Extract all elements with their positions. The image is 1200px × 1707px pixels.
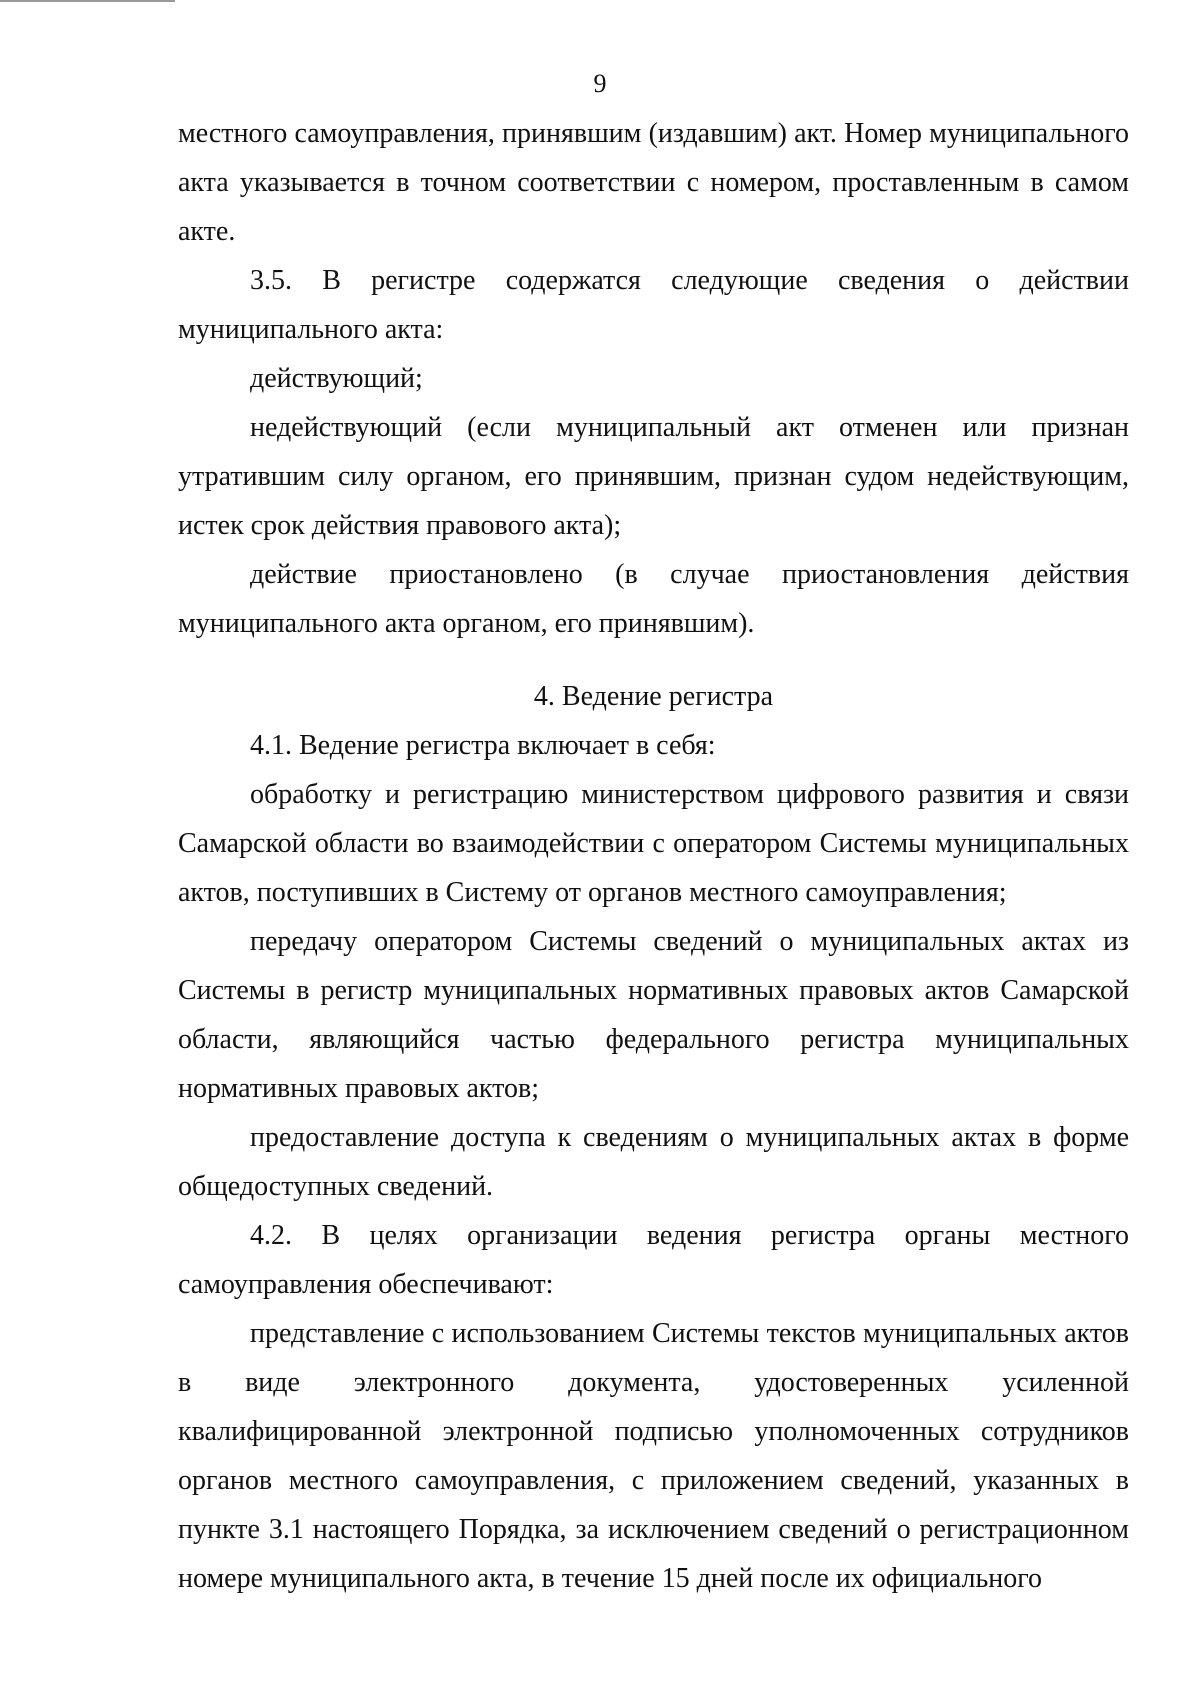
paragraph-status-suspended: действие приостановлено (в случае приостановления действия муниципального акта органом, его принявшим). — [178, 559, 1129, 639]
paragraph-4-2: 4.2. В целях организации ведения регистра органы местного самоуправления обеспечивают: — [178, 1220, 1129, 1300]
paragraph-status-active: действующий; — [250, 363, 423, 394]
scan-edge-mark — [0, 0, 175, 2]
document-body — [178, 109, 1129, 1603]
page-number: 9 — [593, 69, 607, 98]
paragraph-4-1: 4.1. Ведение регистра включает в себя: — [250, 730, 716, 761]
paragraph-3-5: 3.5. В регистре содержатся следующие сведения о действии муниципального акта: — [178, 265, 1129, 345]
paragraph-status-inactive: недействующий (если муниципальный акт отменен или признан утратившим силу органом, его принявшим, признан судом недействующим, истек срок действия правового акта); — [178, 412, 1129, 541]
paragraph-continuation: местного самоуправления, принявшим (издавшим) акт. Номер муниципального акта указывается в точном соответствии с номером, проставленным в самом акте. — [178, 118, 1129, 247]
paragraph-submission: представление с использованием Системы текстов муниципальных актов в виде электронного документа, удостоверенных усиленной квалифицированной электронной подписью уполномоченных сотрудников органов местного самоуправления, с приложением сведений, указанных в пункте 3.1 настоящего Порядка, за исключением сведений о регистрационном номере муниципального акта, в течение 15 дней после их официального — [178, 1318, 1129, 1594]
paragraph-processing: обработку и регистрацию министерством цифрового развития и связи Самарской области во взаимодействии с оператором Системы муниципальных актов, поступивших в Систему от органов местного самоуправления; — [178, 779, 1129, 908]
paragraph-transfer: передачу оператором Системы сведений о муниципальных актах из Системы в регистр муниципальных нормативных правовых актов Самарской области, являющийся частью федерального регистра муниципальных нормативных правовых актов; — [178, 926, 1129, 1104]
section-heading: 4. Ведение регистра — [533, 681, 774, 712]
paragraph-access: предоставление доступа к сведениям о муниципальных актах в форме общедоступных сведений. — [178, 1122, 1129, 1202]
